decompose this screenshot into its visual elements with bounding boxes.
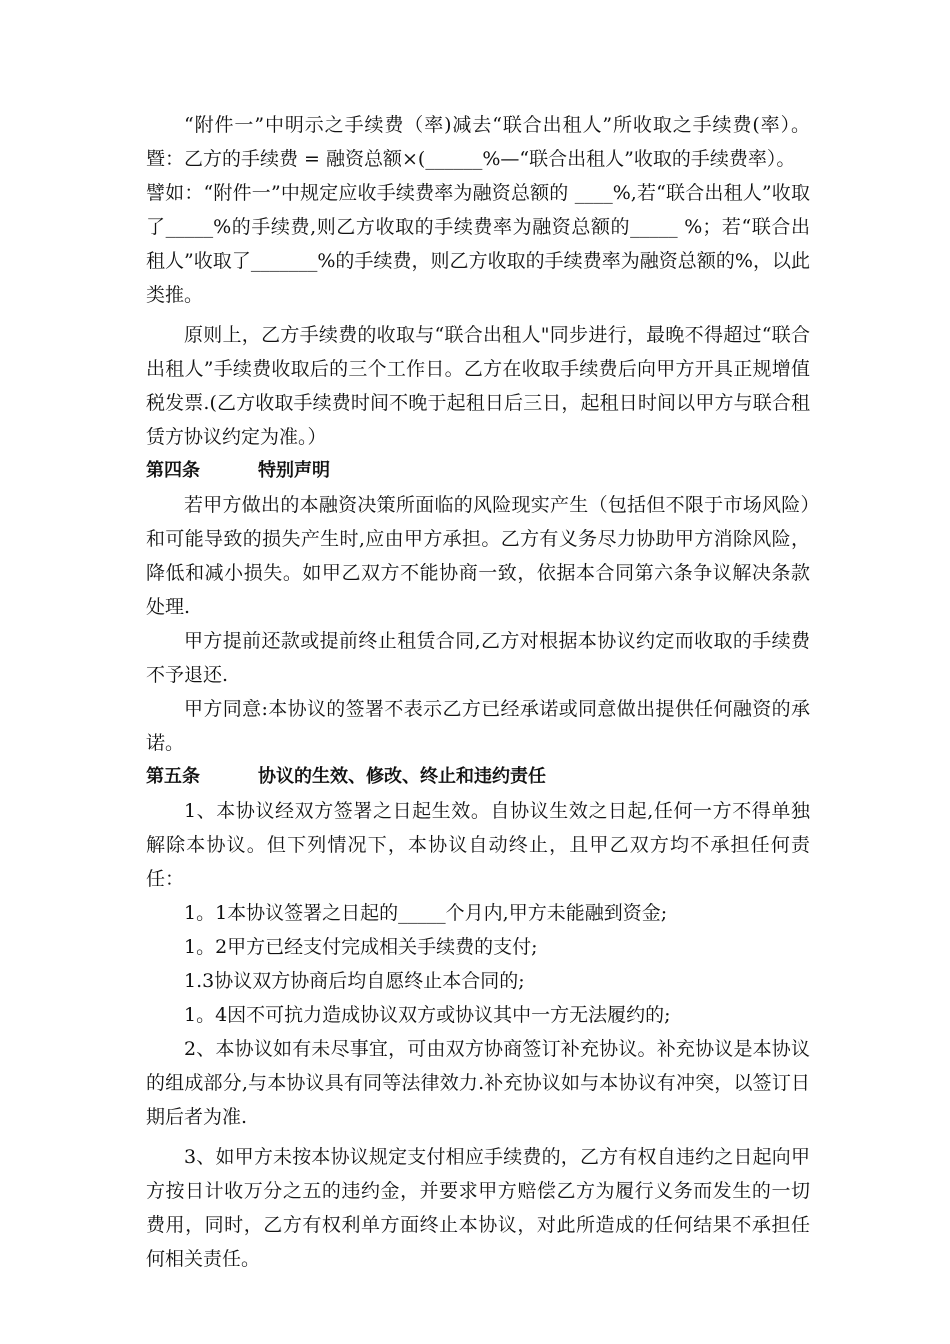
article-5-clause: 3、如甲方未按本协议规定支付相应手续费的，乙方有权自违约之日起向甲方按日计收万分之五的违约金，并要求甲方赔偿乙方为履行义务而发生的一切费用，同时，乙方有权利单方面终止本协议，对此所造成的任何结果不承担任何相关责任。	[146, 1146, 810, 1270]
fee-definition-paragraph: “附件一”中明示之手续费（率)减去“联合出租人”所收取之手续费(率）。暨：乙方的手续费 = 融资总额×(______%—“联合出租人”收取的手续费率）。	[146, 114, 810, 170]
article-4-paragraph: 甲方同意:本协议的签署不表示乙方已经承诺或同意做出提供任何融资的承诺。	[146, 698, 810, 754]
article-5-title: 协议的生效、修改、终止和违约责任	[258, 766, 546, 787]
article-5-subclause: 1.3协议双方协商后均自愿终止本合同的;	[184, 970, 525, 992]
article-4-heading	[146, 454, 810, 488]
article-4-paragraph: 甲方提前还款或提前终止租赁合同,乙方对根据本协议约定而收取的手续费不予退还.	[146, 630, 810, 686]
article-5-heading	[146, 760, 810, 794]
article-4-number: 第四条	[146, 460, 200, 481]
article-5-number: 第五条	[146, 766, 200, 787]
article-5-clause: 1、本协议经双方签署之日起生效。自协议生效之日起,任何一方不得单独解除本协议。但下列情况下，本协议自动终止，且甲乙双方均不承担任何责任：	[146, 800, 810, 890]
document-body	[146, 108, 810, 1276]
article-5-clause: 2、本协议如有未尽事宜，可由双方协商签订补充协议。补充协议是本协议的组成部分,与本协议具有同等法律效力.补充协议如与本协议有冲突，以签订日期后者为准.	[146, 1038, 810, 1128]
article-5-subclause: 1。2甲方已经支付完成相关手续费的支付;	[184, 936, 538, 958]
article-5-subclause: 1。4因不可抗力造成协议双方或协议其中一方无法履约的;	[184, 1004, 671, 1026]
fee-timing-paragraph: 原则上，乙方手续费的收取与“联合出租人"同步进行，最晚不得超过“联合出租人”手续费收取后的三个工作日。乙方在收取手续费后向甲方开具正规增值税发票.(乙方收取手续费时间不晚于起租日后三日，起租日时间以甲方与联合租赁方协议约定为准。）	[146, 324, 810, 448]
article-4-paragraph: 若甲方做出的本融资决策所面临的风险现实产生（包括但不限于市场风险）和可能导致的损失产生时,应由甲方承担。乙方有义务尽力协助甲方消除风险，降低和减小损失。如甲乙双方不能协商一致，依据本合同第六条争议解决条款处理.	[146, 494, 810, 618]
article-4-title: 特别声明	[258, 460, 330, 481]
fee-example-paragraph: 譬如：“附件一”中规定应收手续费率为融资总额的 ____%,若“联合出租人”收取了_____%的手续费,则乙方收取的手续费率为融资总额的_____ %；若“联合出租人”收取了_______%的手续费，则乙方收取的手续费率为融资总额的%，以此类推。	[146, 182, 810, 306]
article-5-subclause: 1。1本协议签署之日起的_____个月内,甲方未能融到资金;	[184, 902, 668, 924]
